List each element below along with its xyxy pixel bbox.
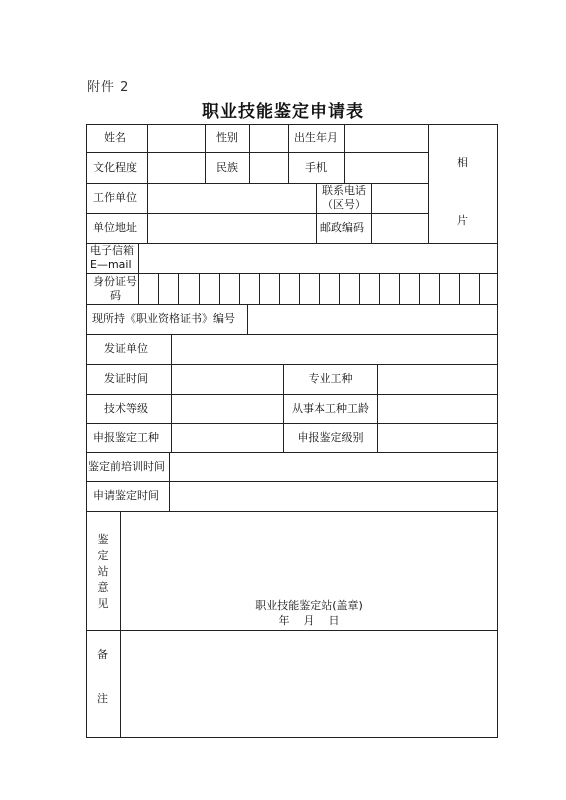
apply-level-label: 申报鉴定级别 — [297, 431, 364, 444]
training-time-label: 鉴定前培训时间 — [88, 460, 165, 473]
gender-label: 性别 — [216, 131, 238, 144]
station-date-line: 年 月 日 — [278, 614, 340, 627]
work-years-label: 从事本工种工龄 — [292, 402, 369, 415]
apply-trade-label: 申报鉴定工种 — [93, 431, 159, 444]
phone-label-line1: 联系电话 — [322, 184, 366, 197]
form-title: 职业技能鉴定申请表 — [202, 102, 364, 122]
address-label: 单位地址 — [93, 221, 137, 234]
email-label-line1: 电子信箱 — [90, 244, 134, 257]
remarks-label-top: 备 — [97, 648, 108, 661]
issuer-label: 发证单位 — [104, 342, 148, 355]
email-label-line2: E—mail — [90, 258, 132, 271]
tech-level-label: 技术等级 — [104, 402, 148, 415]
attachment-label: 附件 2 — [87, 80, 130, 95]
photo-label-top: 相 — [457, 156, 468, 169]
name-label: 姓名 — [104, 131, 126, 144]
apply-time-label: 申请鉴定时间 — [93, 489, 159, 502]
ethnicity-label: 民族 — [216, 161, 238, 174]
employer-label: 工作单位 — [93, 191, 137, 204]
station-seal-label: 职业技能鉴定站(盖章) — [255, 599, 363, 612]
remarks-label-bottom: 注 — [97, 692, 108, 705]
mobile-label: 手机 — [305, 161, 327, 174]
station-opinion-text: 鉴定站意见 — [97, 533, 109, 610]
education-label: 文化程度 — [93, 161, 137, 174]
id-label-line2: 码 — [110, 289, 121, 302]
photo-label-bottom: 片 — [457, 214, 468, 227]
phone-label-line2: （区号） — [322, 198, 366, 211]
birth-label: 出生年月 — [294, 131, 338, 144]
issue-date-label: 发证时间 — [104, 372, 148, 385]
id-label-line1: 身份证号 — [93, 275, 137, 288]
specialty-label: 专业工种 — [308, 372, 353, 385]
station-opinion-label — [86, 532, 120, 612]
postcode-label: 邮政编码 — [320, 221, 364, 234]
cert-number-label: 现所持《职业资格证书》编号 — [92, 312, 235, 325]
